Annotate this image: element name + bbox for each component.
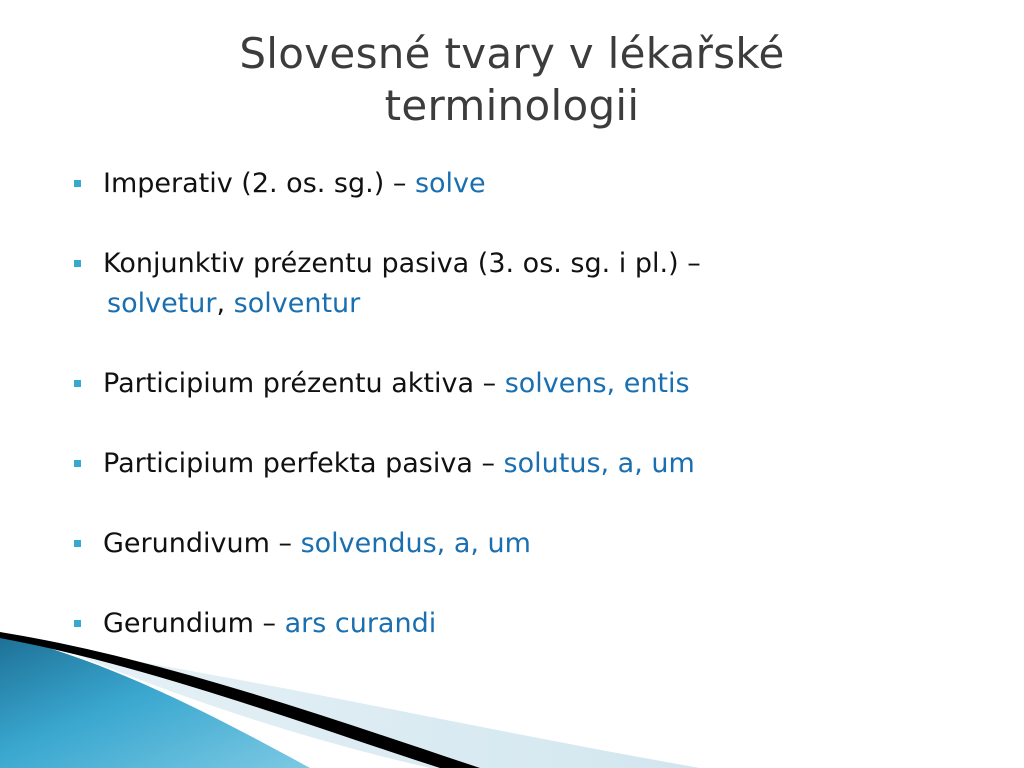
latin-term: solutus, a, um [503, 448, 695, 479]
square-bullet-icon [74, 620, 81, 627]
latin-term: solve [414, 168, 486, 199]
bullet-imperativ [72, 164, 972, 204]
latin-term: ars curandi [284, 608, 437, 639]
slide-title: Slovesné tvary v lékařské terminologii [239, 29, 785, 130]
square-bullet-icon [74, 260, 81, 267]
square-bullet-icon [74, 180, 81, 187]
latin-term: solvetur [107, 288, 217, 319]
bullet-gerundivum [72, 524, 972, 564]
term-separator: , [216, 288, 234, 319]
bullet-text: Gerundium – [103, 608, 285, 639]
decorative-wave [0, 628, 1024, 768]
bullet-text: Participium prézentu aktiva – [103, 368, 505, 399]
bullet-participium-perfekta [72, 444, 972, 484]
square-bullet-icon [74, 460, 81, 467]
bullet-text: Gerundivum – [103, 528, 301, 559]
bullet-text: Imperativ (2. os. sg.) – [103, 168, 415, 199]
bullet-text: Participium perfekta pasiva – [103, 448, 504, 479]
bullet-konjunktiv [72, 244, 972, 324]
bullet-text: Konjunktiv prézentu pasiva (3. os. sg. i pl.) – [103, 248, 701, 279]
latin-term: solvens, entis [504, 368, 690, 399]
bullet-list [72, 164, 972, 684]
square-bullet-icon [74, 380, 81, 387]
bullet-participium-prezentu [72, 364, 972, 404]
latin-term: solvendus, a, um [300, 528, 531, 559]
bullet-continuation [103, 284, 972, 324]
latin-term-2: solventur [233, 288, 361, 319]
square-bullet-icon [74, 540, 81, 547]
